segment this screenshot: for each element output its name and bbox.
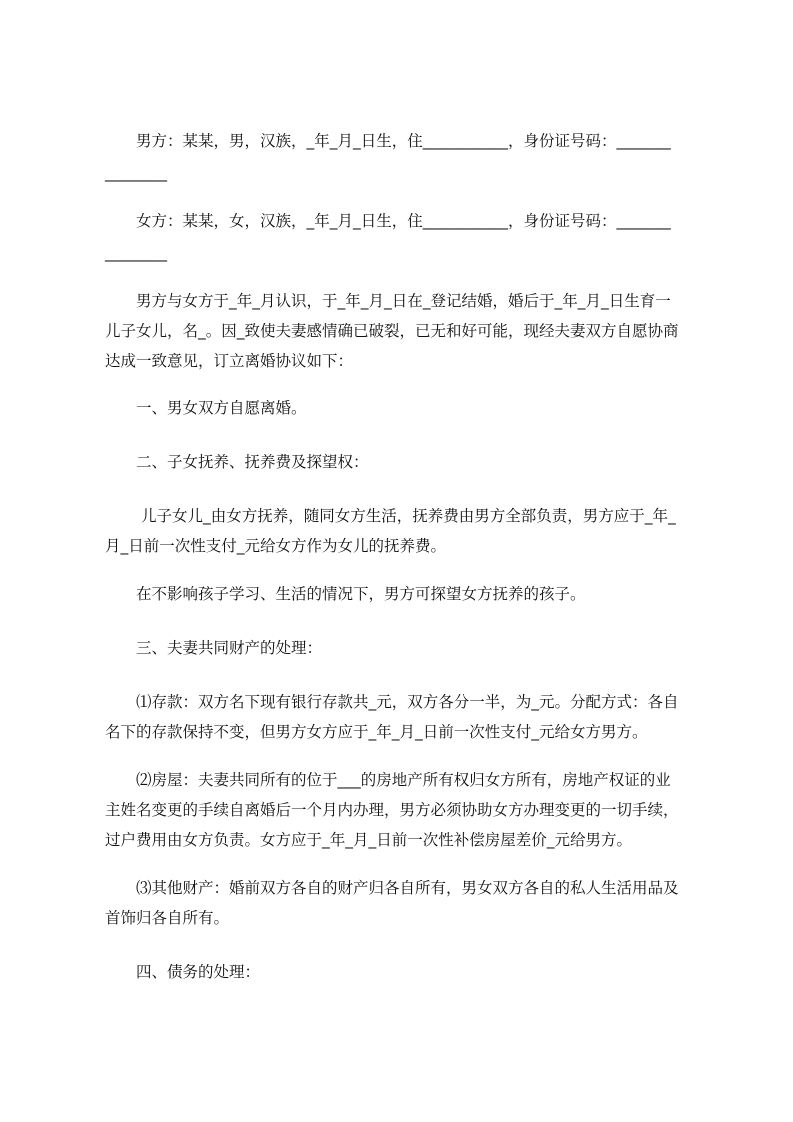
- savings-line-1: ⑴存款：双方名下现有银行存款共_元，双方各分一半，为_元。分配方式：各自: [136, 693, 679, 711]
- party-male-continuation: ________: [105, 164, 167, 182]
- preamble-line-1: 男方与女方于_年_月认识，于_年_月_日在_登记结婚，婚后于_年_月_日生育一: [136, 292, 671, 310]
- section-2-heading: 二、子女抚养、抚养费及探望权：: [136, 453, 369, 471]
- section-3-heading: 三、夫妻共同财产的处理：: [136, 639, 323, 657]
- house-line-3: 过户费用由女方负责。女方应于_年_月_日前一次性补偿房屋差价_元给男方。: [105, 831, 633, 849]
- custody-line-1: 儿子女儿_由女方抚养，随同女方生活，抚养费由男方全部负责，男方应于_年_: [141, 507, 676, 525]
- section-1-heading: 一、男女双方自愿离婚。: [136, 399, 307, 417]
- party-female-line: 女方：某某，女，汉族，_年_月_日生，住___________，身份证号码：_______: [136, 212, 671, 230]
- other-property-line-2: 首饰归各自所有。: [105, 909, 230, 927]
- preamble-line-3: 达成一致意见，订立离婚协议如下：: [105, 352, 354, 370]
- house-line-1: ⑵房屋：夫妻共同所有的位于___的房地产所有权归女方所有，房地产权证的业: [136, 771, 671, 789]
- section-4-heading: 四、债务的处理：: [136, 963, 261, 981]
- savings-line-2: 名下的存款保持不变，但男方女方应于_年_月_日前一次性支付_元给女方男方。: [105, 723, 648, 741]
- custody-line-2: 月_日前一次性支付_元给女方作为女儿的抚养费。: [105, 537, 447, 555]
- other-property-line-1: ⑶其他财产：婚前双方各自的财产归各自所有，男女双方各自的私人生活用品及: [136, 879, 679, 897]
- party-female-continuation: ________: [105, 244, 167, 262]
- visitation-line: 在不影响孩子学习、生活的情况下，男方可探望女方抚养的孩子。: [136, 585, 586, 603]
- party-male-line: 男方：某某，男，汉族，_年_月_日生，住___________，身份证号码：_______: [136, 132, 671, 150]
- preamble-line-2: 儿子女儿，名_。因_致使夫妻感情确已破裂，已无和好可能，现经夫妻双方自愿协商: [105, 322, 679, 340]
- house-line-2: 主姓名变更的手续自离婚后一个月内办理，男方必须协助女方办理变更的一切手续，: [105, 801, 679, 819]
